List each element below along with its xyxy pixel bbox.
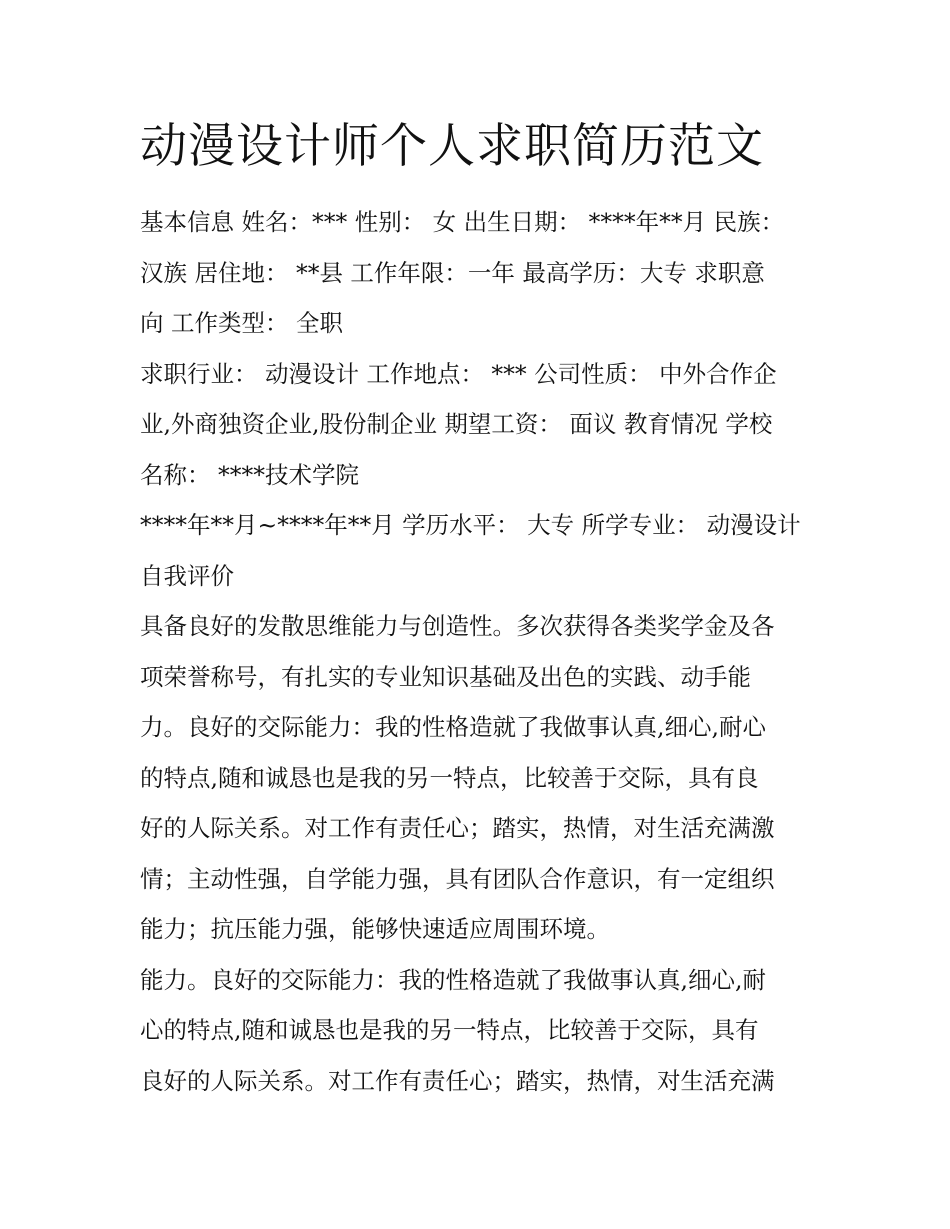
body-line: 情；主动性强，自学能力强，具有团队合作意识，有一定组织: [140, 864, 775, 893]
body-line: 心的特点,随和诚恳也是我的另一特点，比较善于交际，具有: [140, 1016, 759, 1044]
body-line: 能力；抗压能力强，能够快速适应周围环境。: [140, 915, 610, 943]
body-line: 的特点,随和诚恳也是我的另一特点，比较善于交际，具有良: [140, 763, 759, 792]
body-line: 项荣誉称号，有扎实的专业知识基础及出色的实践、动手能: [140, 662, 751, 691]
body-line: 求职行业： 动漫设计 工作地点： *** 公司性质： 中外合作企: [140, 359, 777, 388]
body-line: ****年**月~****年**月 学历水平： 大专 所学专业： 动漫设计: [140, 511, 801, 539]
body-line: 能力。良好的交际能力：我的性格造就了我做事认真,细心,耐: [140, 965, 766, 994]
body-line: 好的人际关系。对工作有责任心；踏实，热情，对生活充满激: [140, 814, 775, 842]
section-heading-self-evaluation: 自我评价: [140, 561, 234, 590]
body-line: 具备良好的发散思维能力与创造性。多次获得各类奖学金及各: [140, 612, 775, 640]
body-line: 汉族 居住地： **县 工作年限：一年 最高学历：大专 求职意: [140, 258, 765, 287]
body-line: 业,外商独资企业,股份制企业 期望工资： 面议 教育情况 学校: [140, 410, 773, 438]
body-line: 力。良好的交际能力：我的性格造就了我做事认真,细心,耐心: [140, 713, 766, 741]
body-line: 良好的人际关系。对工作有责任心；踏实，热情，对生活充满: [140, 1066, 775, 1095]
document-body: [140, 197, 812, 1106]
body-line: 基本信息 姓名：*** 性别： 女 出生日期： ****年**月 民族：: [140, 208, 785, 236]
document-title: 动漫设计师个人求职简历范文: [140, 119, 764, 174]
body-line: 向 工作类型： 全职: [140, 309, 343, 337]
body-line: 名称： ****技术学院: [140, 460, 359, 489]
